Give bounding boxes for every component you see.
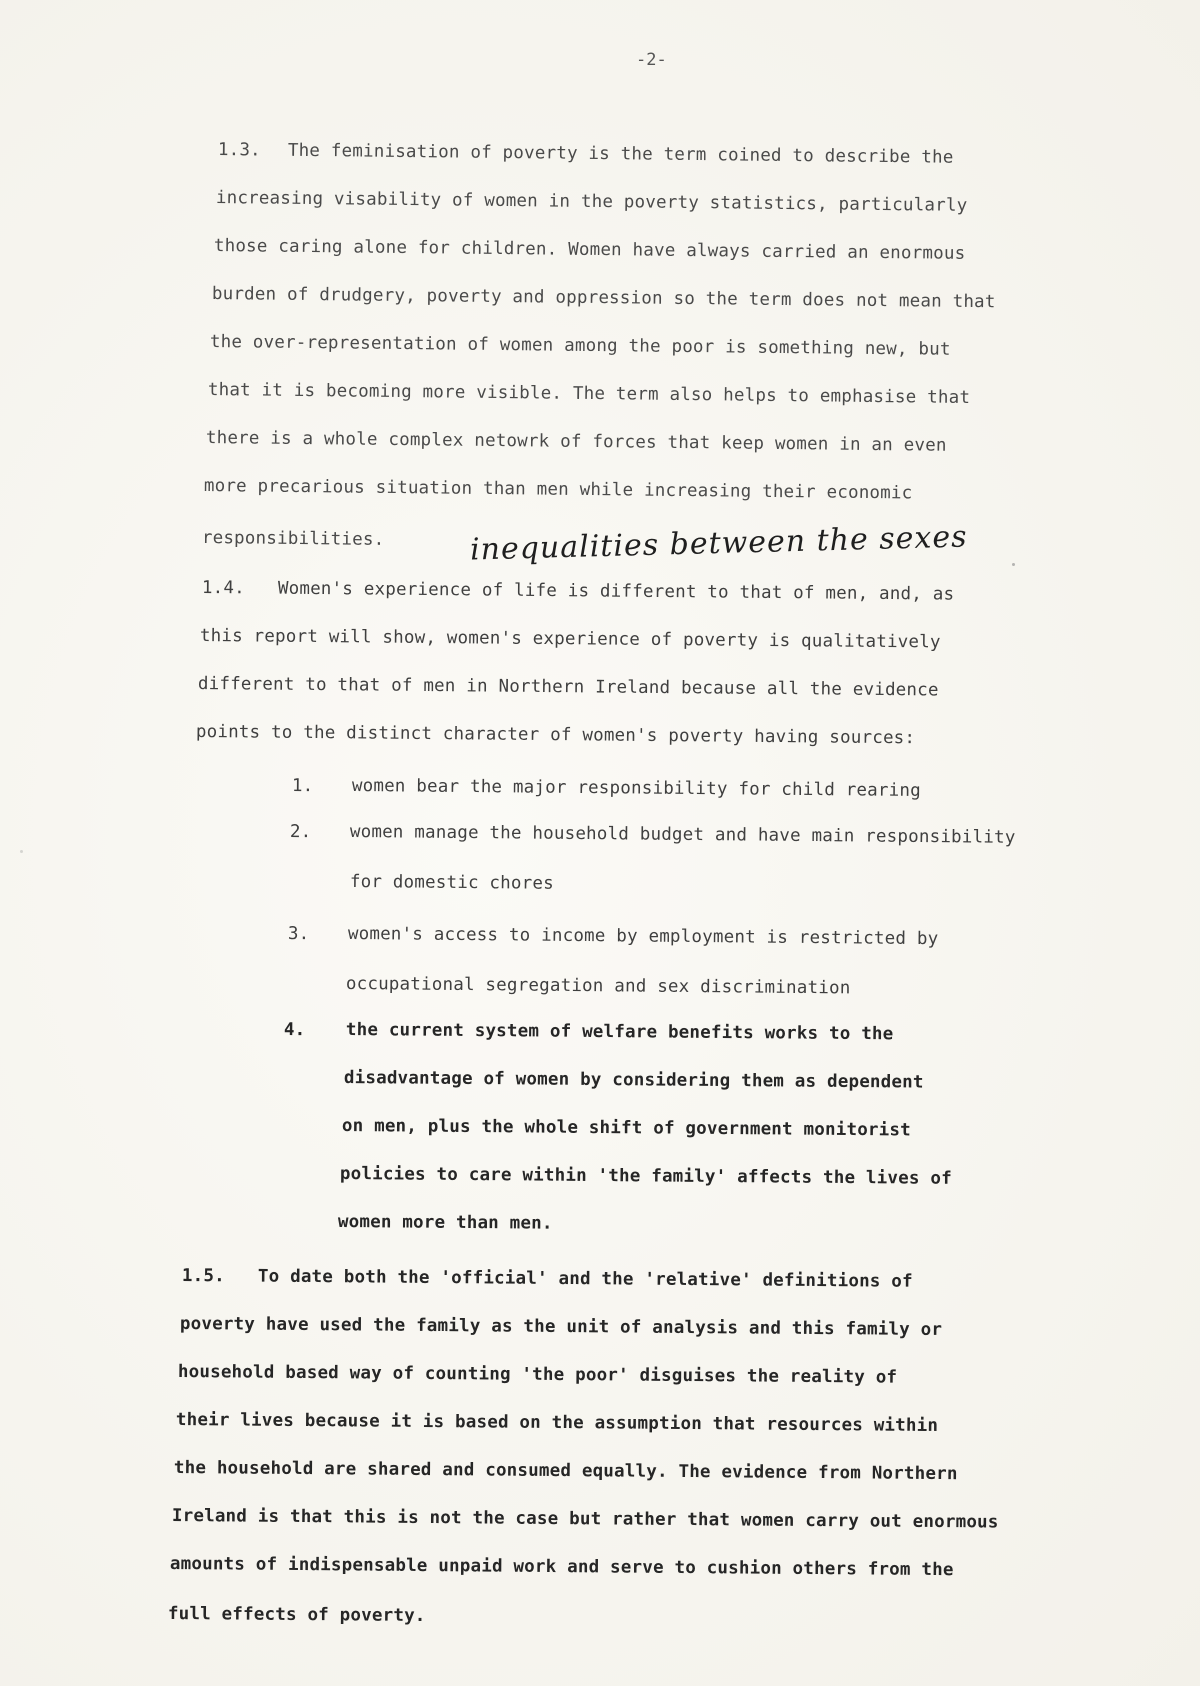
paper-speck — [20, 850, 23, 853]
para-1-5-line-6: Ireland is that this is not the case but rather that women carry out enormous — [171, 1506, 999, 1533]
list-item-4-line-5: women more than men. — [337, 1212, 553, 1234]
list-item-4-line-4: policies to care within 'the family' affects the lives of — [339, 1164, 952, 1189]
list-item-4-line-1: the current system of welfare benefits works to the — [345, 1020, 894, 1045]
para-1-3-line-7: there is a whole complex netowrk of forces that keep women in an even — [205, 428, 947, 456]
para-1-3-line-1: 1.3. The feminisation of poverty is the term coined to describe the — [217, 140, 954, 168]
para-1-5-line-5: the household are shared and consumed equally. The evidence from Northern — [173, 1458, 958, 1485]
list-item-4-line-2: disadvantage of women by considering them as dependent — [343, 1068, 924, 1093]
para-1-3-line-3: those caring alone for children. Women have always carried an enormous — [213, 236, 966, 264]
para-1-3-line-9: responsibilities. — [201, 528, 385, 550]
para-1-5-line-3: household based way of counting 'the poor' disguises the reality of — [177, 1362, 898, 1388]
handwritten-annotation: inequalities between the sexes — [469, 519, 968, 568]
para-1-4-number: 1.4. — [201, 578, 245, 599]
para-1-3-line-2: increasing visability of women in the poverty statistics, particularly — [215, 188, 968, 216]
para-1-5-line-8: full effects of poverty. — [167, 1604, 426, 1627]
paper-speck — [1012, 563, 1015, 566]
para-1-4-line-4: points to the distinct character of women's poverty having sources: — [195, 722, 916, 749]
para-1-4-line-2: this report will show, women's experience of poverty is qualitatively — [199, 626, 941, 653]
list-item-3-number: 3. — [287, 924, 310, 945]
para-1-4-line-3: different to that of men in Northern Ireland because all the evidence — [197, 674, 939, 701]
para-1-3-line-6: that it is becoming more visible. The term also helps to emphasise that — [207, 380, 971, 408]
para-1-5-line-1: 1.5. To date both the 'official' and the 'relative' definitions of — [181, 1266, 913, 1292]
para-1-3-line-4: burden of drudgery, poverty and oppression so the term does not mean that — [211, 284, 996, 313]
para-1-5-line-4: their lives because it is based on the assumption that resources within — [175, 1410, 939, 1436]
list-item-3-line-1: women's access to income by employment is restricted by — [347, 924, 939, 950]
para-1-5-line-7: amounts of indispensable unpaid work and serve to cushion others from the — [169, 1554, 954, 1581]
para-1-3-line-5: the over-representation of women among the poor is something new, but — [209, 332, 951, 360]
list-item-2-line-2: for domestic chores — [349, 872, 554, 894]
list-item-1-line-1: women bear the major responsibility for child rearing — [351, 776, 921, 801]
para-1-4-line-1: 1.4. Women's experience of life is different to that of men, and, as — [201, 578, 955, 605]
page-number: -2- — [636, 50, 667, 70]
list-item-4-number: 4. — [283, 1020, 306, 1041]
list-item-2-number: 2. — [289, 822, 312, 843]
para-1-3-number: 1.3. — [217, 140, 261, 161]
para-1-5-number: 1.5. — [181, 1266, 225, 1287]
list-item-4-line-3: on men, plus the whole shift of government monitorist — [341, 1116, 911, 1141]
list-item-2-line-1: women manage the household budget and have main responsibility — [349, 822, 1016, 848]
para-1-5-line-2: poverty have used the family as the unit of analysis and this family or — [179, 1314, 943, 1340]
para-1-3-line-8: more precarious situation than men while increasing their economic — [203, 476, 913, 504]
list-item-3-line-2: occupational segregation and sex discrimination — [345, 974, 851, 999]
list-item-1-number: 1. — [291, 776, 314, 797]
